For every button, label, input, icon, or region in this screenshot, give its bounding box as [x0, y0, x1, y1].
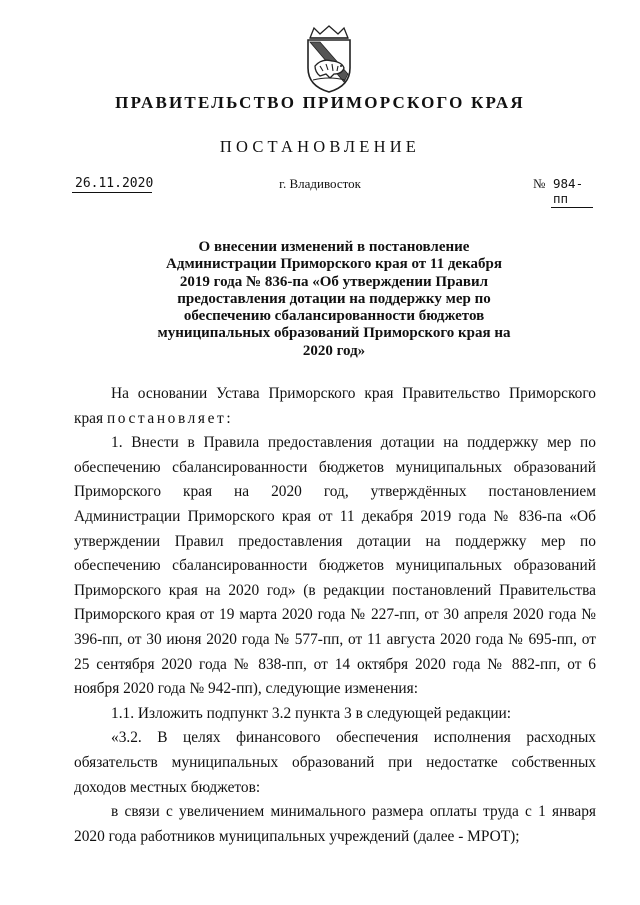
- item-3-2-paragraph: «3.2. В целях финансового обеспечения исполнения расходных обязательств муниципальных образований при недостатке собственных доходов местных бюджетов:: [74, 729, 596, 796]
- preamble-resolves: постановляет: [106, 409, 227, 427]
- item-1-1-paragraph: 1.1. Изложить подпункт 3.2 пункта 3 в следующей редакции:: [111, 704, 512, 722]
- document-body: [74, 382, 596, 849]
- document-number: 984-пп: [551, 176, 593, 208]
- document-city: г. Владивосток: [279, 176, 361, 191]
- document-type-heading: ПОСТАНОВЛЕНИЕ: [219, 137, 421, 156]
- item-1-paragraph: 1. Внести в Правила предоставления дотации на поддержку мер по обеспечению сбалансированности бюджетов муниципальных образований Приморского края на 2020 год, утверждённых постановлением Администрации Приморского края от 11 декабря 2019 года № 836-па «Об утверждении Правил предоставления дотации на поддержку мер по обеспечению сбалансированности бюджетов муниципальных образований Приморского края на 2020 год» (в редакции постановлений Правительства Приморского края от 19 марта 2020 года № 227-пп, от 30 апреля 2020 года № 396-пп, от 30 июня 2020 года № 577-пп, от 11 августа 2020 года № 695-пп, от 25 сентября 2020 года № 838-пп, от 14 октября 2020 года № 882-пп, от 6 ноября 2020 года № 942-пп), следующие изменения:: [74, 434, 596, 698]
- document-number-label: №: [533, 176, 546, 191]
- preamble-text: На основании Устава Приморского края Правительство Приморского края: [74, 385, 596, 427]
- preamble-colon: :: [226, 409, 231, 427]
- mrot-paragraph: в связи с увеличением минимального размера оплаты труда с 1 января 2020 года работников муниципальных учреждений (далее - МРОТ);: [74, 803, 596, 845]
- preamble-paragraph: [74, 382, 596, 431]
- document-subject: О внесении изменений в постановление Администрации Приморского края от 11 декабря 2019 года № 836-па «Об утверждении Правил предоставления дотации на поддержку мер по обеспечению сбалансированности бюджетов муниципальных образований Приморского края на 2020 год»: [157, 239, 511, 359]
- document-date: 26.11.2020: [72, 176, 152, 193]
- government-title: ПРАВИТЕЛЬСТВО ПРИМОРСКОГО КРАЯ: [115, 93, 525, 112]
- primorsky-krai-coat-of-arms-icon: [300, 24, 358, 94]
